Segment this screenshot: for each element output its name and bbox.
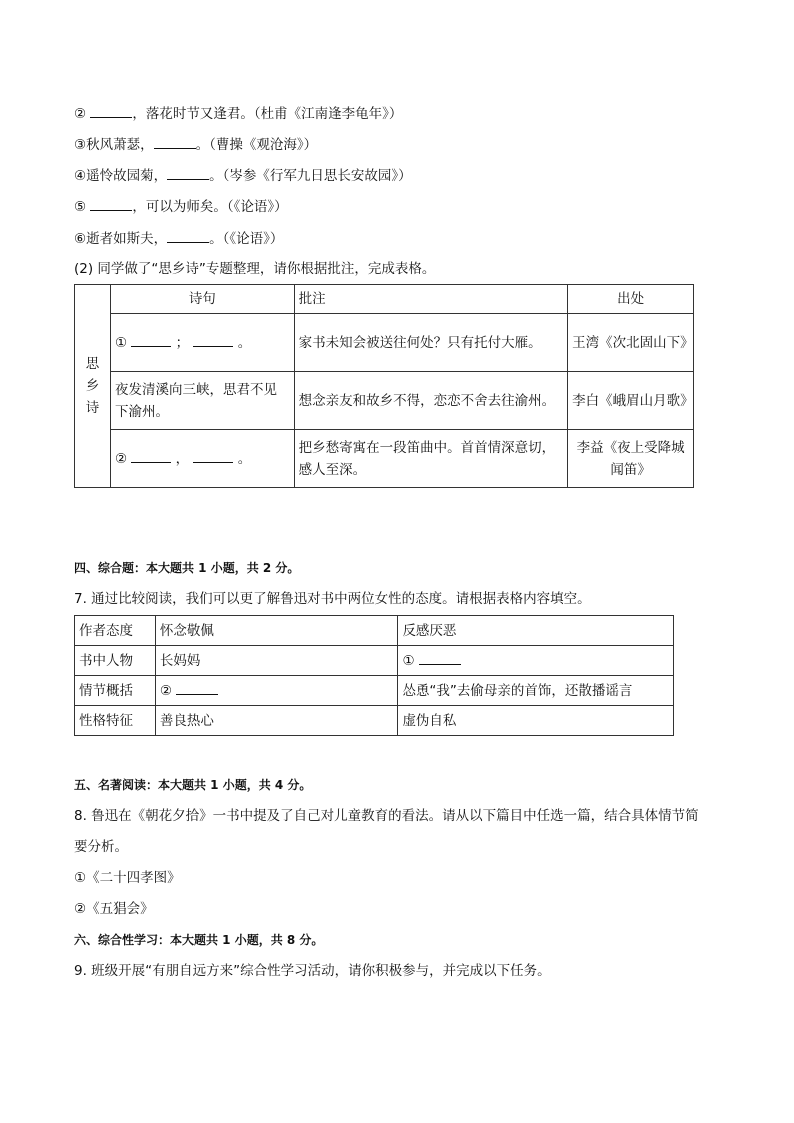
- table-cell: 怂恿“我”去偷母亲的首饰，还散播谣言: [398, 676, 674, 706]
- table-row: [75, 646, 674, 676]
- poem-cell: 夜发清溪向三峡，思君不见下渝州。: [110, 372, 294, 430]
- recitation-text: ③秋风萧瑟，: [74, 137, 154, 153]
- question-8-option-1: ①《二十四孝图》: [74, 870, 181, 886]
- recitation-text: ，落花时节又逢君。（杜甫《江南逢李龟年》）: [132, 106, 403, 122]
- answer-blank[interactable]: [193, 332, 233, 347]
- question-7-text: 7. 通过比较阅读，我们可以更了解鲁迅对书中两位女性的态度。请根据表格内容填空。: [74, 591, 591, 607]
- recitation-text: ②: [74, 106, 91, 122]
- table-row: [75, 430, 694, 488]
- question-8-line-2: 要分析。: [74, 839, 128, 855]
- answer-blank[interactable]: [419, 650, 461, 665]
- section-5-heading: 五、名著阅读：本大题共 1 小题，共 4 分。: [74, 778, 312, 792]
- answer-blank[interactable]: [90, 103, 132, 118]
- recitation-text: ⑤: [74, 199, 91, 215]
- table-header-row: [75, 285, 694, 314]
- answer-blank[interactable]: [167, 165, 209, 180]
- header-annotation: 批注: [294, 285, 568, 314]
- recitation-text: 。（曹操《观沧海》）: [195, 137, 318, 153]
- table-cell: 作者态度: [75, 616, 156, 646]
- table-row: [75, 616, 674, 646]
- source-cell: 李白《峨眉山月歌》: [568, 372, 694, 430]
- recitation-item-2: [74, 103, 402, 124]
- annotation-cell: 想念亲友和故乡不得，恋恋不舍去往渝州。: [294, 372, 568, 430]
- question-9-text: 9. 班级开展“有朋自远方来”综合性学习活动，请你积极参与，并完成以下任务。: [74, 963, 551, 979]
- section-4-heading: 四、综合题：本大题共 1 小题，共 2 分。: [74, 561, 300, 575]
- annotation-cell: 把乡愁寄寓在一段笛曲中。首首情深意切，感人至深。: [294, 430, 568, 488]
- question-8-option-2: ②《五猖会》: [74, 901, 154, 917]
- recitation-item-3: [74, 134, 317, 155]
- header-source: 出处: [568, 285, 694, 314]
- recitation-item-6: [74, 228, 283, 249]
- annotation-cell: 家书未知会被送往何处？只有托付大雁。: [294, 314, 568, 372]
- answer-blank[interactable]: [167, 228, 209, 243]
- table-cell: 性格特征: [75, 706, 156, 736]
- answer-blank[interactable]: [131, 332, 171, 347]
- answer-blank[interactable]: [90, 196, 132, 211]
- table-cell: 虚伪自私: [398, 706, 674, 736]
- poem-cell: ② ， 。: [110, 430, 294, 488]
- table-cell: 情节概括: [75, 676, 156, 706]
- recitation-text: ，可以为师矣。（《论语》）: [132, 199, 288, 215]
- header-poem: 诗句: [110, 285, 294, 314]
- question-2-intro: (2) 同学做了“思乡诗”专题整理，请你根据批注，完成表格。: [74, 261, 436, 277]
- answer-blank[interactable]: [154, 134, 196, 149]
- recitation-item-4: [74, 165, 412, 186]
- table-cell: 怀念敬佩: [155, 616, 398, 646]
- table-side-label: 思乡 诗: [75, 285, 111, 488]
- table-row: [75, 314, 694, 372]
- table-cell: 长妈妈: [155, 646, 398, 676]
- table-cell: 反感厌恶: [398, 616, 674, 646]
- section-6-heading: 六、综合性学习：本大题共 1 小题，共 8 分。: [74, 933, 324, 947]
- table-cell: ②: [155, 676, 398, 706]
- recitation-text: ④遥怜故园菊，: [74, 168, 168, 184]
- homesick-poems-table: [74, 284, 694, 488]
- answer-blank[interactable]: [131, 448, 171, 463]
- table-cell: 善良热心: [155, 706, 398, 736]
- recitation-text: 。（岑参《行军九日思长安故园》）: [209, 168, 412, 184]
- table-row: [75, 676, 674, 706]
- source-cell: 王湾《次北固山下》: [568, 314, 694, 372]
- recitation-text: ⑥逝者如斯夫，: [74, 231, 168, 247]
- table-cell: ①: [398, 646, 674, 676]
- question-8-line-1: 8. 鲁迅在《朝花夕拾》一书中提及了自己对儿童教育的看法。请从以下篇目中任选一篇，结合具体情节简: [74, 808, 699, 824]
- table-row: [75, 706, 674, 736]
- attitude-comparison-table: [74, 615, 674, 736]
- table-cell: 书中人物: [75, 646, 156, 676]
- answer-blank[interactable]: [193, 448, 233, 463]
- answer-blank[interactable]: [176, 680, 218, 695]
- source-cell: 李益《夜上受降城闻笛》: [568, 430, 694, 488]
- table-row: [75, 372, 694, 430]
- recitation-item-5: [74, 196, 288, 217]
- recitation-text: 。（《论语》）: [209, 231, 284, 247]
- poem-cell: ① ； 。: [110, 314, 294, 372]
